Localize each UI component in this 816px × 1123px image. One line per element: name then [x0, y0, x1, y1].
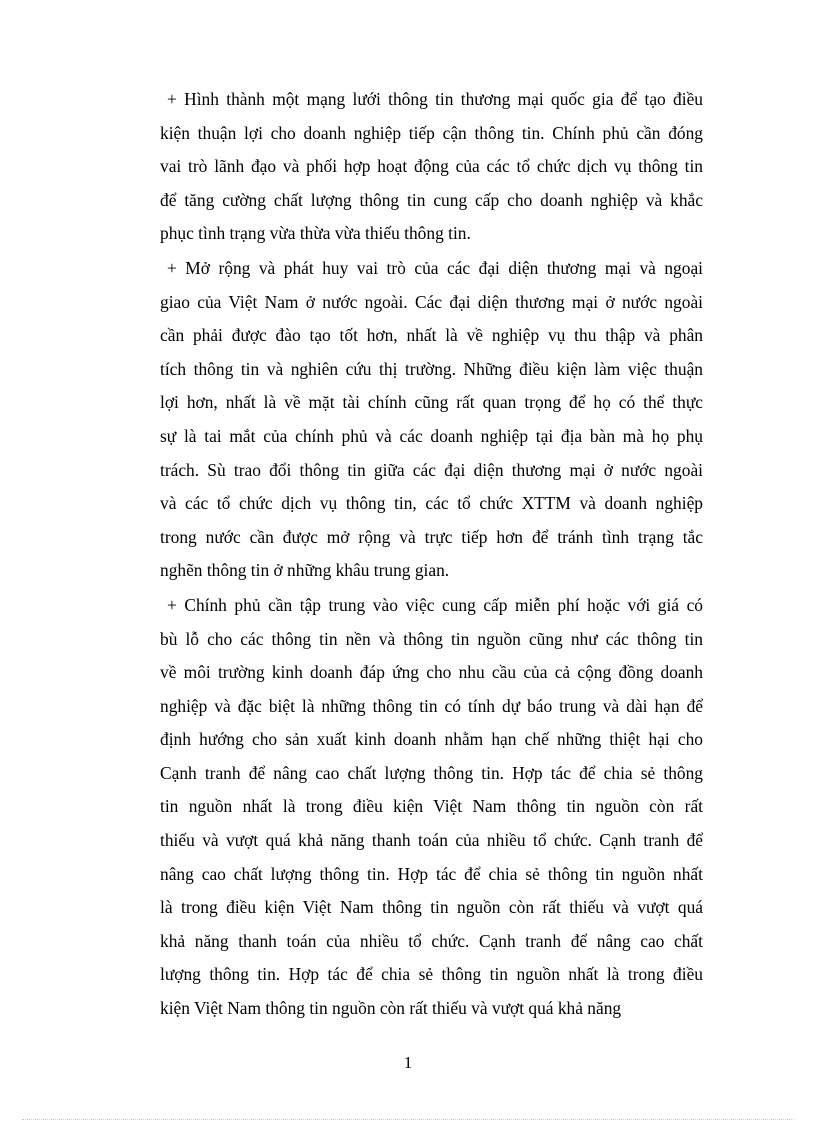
text-line: là trong điều kiện Việt Nam thông tin nguồn còn rất thiếu và vượt quá [160, 897, 703, 918]
text-line: khả năng thanh toán của nhiều tổ chức. Cạnh tranh để nâng cao chất [160, 930, 703, 951]
text-line: giao của Việt Nam ở nước ngoài. Các đại diện thương mại ở nước ngoài [160, 291, 703, 312]
body-text [160, 83, 703, 1026]
paragraph-trade-representatives [160, 252, 703, 588]
text-line: và các tổ chức dịch vụ thông tin, các tổ chức XTTM và doanh nghiệp [160, 493, 703, 514]
text-line: phục tình trạng vừa thừa vừa thiếu thông tin. [160, 223, 471, 244]
text-line: trách. Sù trao đổi thông tin giữa các đại diện thương mại ở nước ngoài [160, 459, 703, 480]
paragraph-free-information-supply [160, 589, 703, 1026]
text-line: Cạnh tranh để nâng cao chất lượng thông tin. Hợp tác để chia sẻ thông [160, 762, 703, 783]
text-line: tin nguồn nhất là trong điều kiện Việt Nam thông tin nguồn còn rất [160, 796, 703, 817]
text-line: + Chính phủ cần tập trung vào việc cung cấp miễn phí hoặc với giá có [167, 594, 703, 615]
text-line: sự là tai mắt của chính phủ và các doanh nghiệp tại địa bàn mà họ phụ [160, 425, 703, 446]
text-line: trong nước cần được mở rộng và trực tiếp hơn để tránh tình trạng tắc [160, 526, 703, 547]
text-line: định hướng cho sản xuất kinh doanh nhằm hạn chế những thiệt hại cho [160, 729, 703, 750]
text-line: cần phải được đào tạo tốt hơn, nhất là về nghiệp vụ thu thập và phân [160, 325, 703, 346]
text-line: kiện Việt Nam thông tin nguồn còn rất thiếu và vượt quá khả năng [160, 998, 622, 1019]
text-line: + Mở rộng và phát huy vai trò của các đại diện thương mại và ngoại [167, 257, 703, 278]
text-line: lợi hơn, nhất là về mặt tài chính cũng rất quan trọng để họ có thể thực [160, 392, 703, 413]
page-number: 1 [403, 1053, 413, 1072]
page-bottom-divider [22, 1119, 794, 1120]
text-line: nghẽn thông tin ở những khâu trung gian. [160, 560, 450, 581]
text-line: bù lỗ cho các thông tin nền và thông tin nguồn cũng như các thông tin [160, 628, 703, 649]
text-line: thiếu và vượt quá khả năng thanh toán của nhiều tổ chức. Cạnh tranh để [160, 830, 703, 851]
text-line: lượng thông tin. Hợp tác để chia sẻ thông tin nguồn nhất là trong điều [160, 964, 703, 985]
text-line: về môi trường kinh doanh đáp ứng cho nhu cầu của cả cộng đồng doanh [160, 662, 703, 683]
text-line: để tăng cường chất lượng thông tin cung cấp cho doanh nghiệp và khắc [160, 189, 703, 210]
text-line: vai trò lãnh đạo và phối hợp hoạt động của các tổ chức dịch vụ thông tin [160, 156, 703, 177]
text-line: + Hình thành một mạng lưới thông tin thương mại quốc gia để tạo điều [167, 89, 703, 109]
text-line: nghiệp và đặc biệt là những thông tin có tính dự báo trung và dài hạn để [160, 695, 703, 716]
text-line: kiện thuận lợi cho doanh nghiệp tiếp cận thông tin. Chính phủ cần đóng [160, 122, 703, 143]
text-line: nâng cao chất lượng thông tin. Hợp tác để chia sẻ thông tin nguồn nhất [160, 863, 703, 884]
paragraph-trade-information-network [160, 83, 703, 251]
text-line: tích thông tin và nghiên cứu thị trường. Những điều kiện làm việc thuận [160, 358, 703, 379]
